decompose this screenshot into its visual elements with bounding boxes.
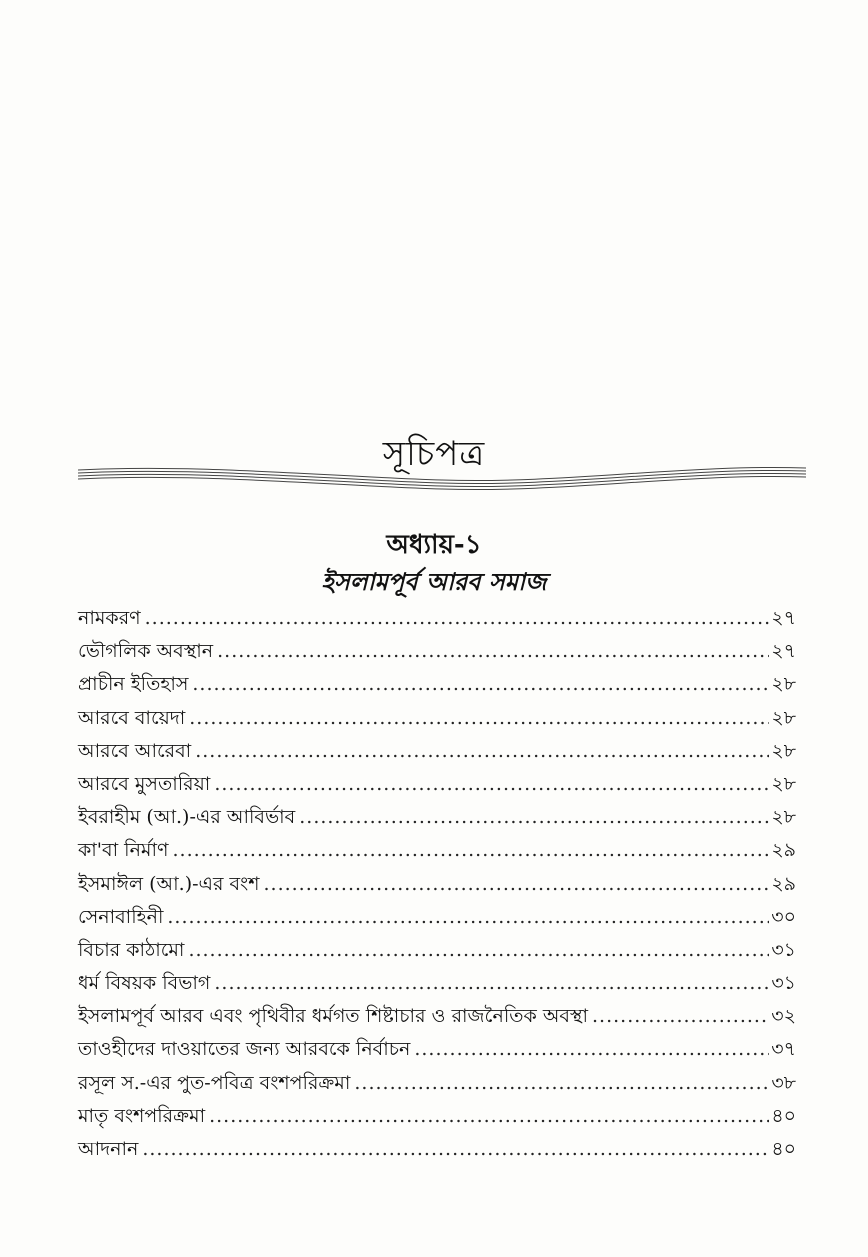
toc-entry (78, 1000, 796, 1033)
chapter-heading: অধ্যায়-১ (386, 530, 482, 560)
dot-leader (217, 635, 769, 668)
toc-entry (78, 967, 796, 1000)
toc-entry-label: মাতৃ বংশপরিক্রমা (78, 1104, 206, 1127)
toc-entry (78, 1067, 796, 1100)
toc-entry (78, 1100, 796, 1133)
toc-entry-page: ২৮ (771, 739, 796, 762)
toc-entry-label: ধর্ম বিষয়ক বিভাগ (78, 972, 211, 995)
toc-entry-label: আরবে বায়েদা (78, 706, 186, 729)
toc-entry-page: ৩৭ (771, 1038, 796, 1061)
toc-entry (78, 735, 796, 768)
wavy-divider (78, 462, 806, 502)
chapter-subtitle: ইসলামপূর্ব আরব সমাজ (321, 567, 547, 596)
toc-entry-label: প্রাচীন ইতিহাস (78, 673, 189, 696)
dot-leader (299, 801, 769, 834)
toc-entry-label: কা'বা নির্মাণ (78, 839, 169, 862)
toc-entry-label: রসূল স.-এর পুত-পবিত্র বংশপরিক্রমা (78, 1071, 351, 1094)
dot-leader (354, 1067, 769, 1100)
toc-entry-label: আরবে আরেবা (78, 739, 192, 762)
toc-entry (78, 834, 796, 867)
toc-entry-label: ভৌগলিক অবস্থান (78, 640, 214, 663)
toc-entry (78, 1033, 796, 1066)
dot-leader (263, 868, 769, 901)
dot-leader (192, 668, 769, 701)
toc-entry-label: ইসলামপূর্ব আরব এবং পৃথিবীর ধর্মগত শিষ্টাচার ও রাজনৈতিক অবস্থা (78, 1005, 588, 1028)
toc-entry-label: নামকরণ (78, 607, 141, 629)
toc-entry-page: ২৮ (771, 706, 796, 729)
toc-entry-label: তাওহীদের দাওয়াতের জন্য আরবকে নির্বাচন (78, 1038, 411, 1061)
dot-leader (145, 602, 770, 635)
toc-entry (78, 868, 796, 901)
toc-entry (78, 934, 796, 967)
toc-entry-page: ৪০ (771, 1104, 796, 1127)
dot-leader (214, 967, 769, 1000)
toc-entry-page: ৩৮ (771, 1071, 796, 1094)
dot-leader (172, 834, 769, 867)
toc-entry-page: ২৮ (771, 806, 796, 829)
toc-entry-page: ২৯ (771, 872, 796, 895)
toc-entry-label: ইসমাঈল (আ.)-এর বংশ (78, 872, 260, 895)
toc-entry-label: আরবে মুসতারিয়া (78, 772, 211, 795)
toc-entry (78, 768, 796, 801)
dot-leader (592, 1000, 769, 1033)
toc-entry-label: সেনাবাহিনী (78, 905, 164, 928)
toc-entry (78, 1133, 796, 1166)
dot-leader (188, 934, 769, 967)
dot-leader (209, 1100, 769, 1133)
toc-entry (78, 801, 796, 834)
dot-leader (189, 702, 769, 735)
toc-entry (78, 702, 796, 735)
toc-entry-page: ৪০ (771, 1138, 796, 1160)
page-title: সূচিপত্র (382, 434, 486, 474)
dot-leader (142, 1133, 769, 1166)
toc-entry-page: ৩১ (771, 938, 796, 961)
toc-entry-page: ৩০ (771, 905, 796, 928)
toc-entry (78, 635, 796, 668)
toc-entry-label: ইবরাহীম (আ.)-এর আবির্ভাব (78, 806, 296, 829)
toc-entry-page: ২৮ (771, 772, 796, 795)
dot-leader (414, 1033, 769, 1066)
toc-entry (78, 668, 796, 701)
toc-entry (78, 602, 796, 635)
toc-entry-label: আদনান (78, 1138, 139, 1160)
dot-leader (195, 735, 769, 768)
toc-entry-page: ২৮ (771, 673, 796, 696)
dot-leader (167, 901, 769, 934)
toc-entry-page: ২৭ (771, 607, 796, 629)
toc-entry-page: ৩১ (771, 972, 796, 995)
table-of-contents (78, 602, 796, 1166)
toc-entry-page: ৩২ (771, 1005, 796, 1028)
toc-entry-page: ২৯ (771, 839, 796, 862)
toc-entry (78, 901, 796, 934)
toc-entry-label: বিচার কাঠামো (78, 938, 185, 961)
toc-entry-page: ২৭ (771, 640, 796, 663)
dot-leader (214, 768, 769, 801)
